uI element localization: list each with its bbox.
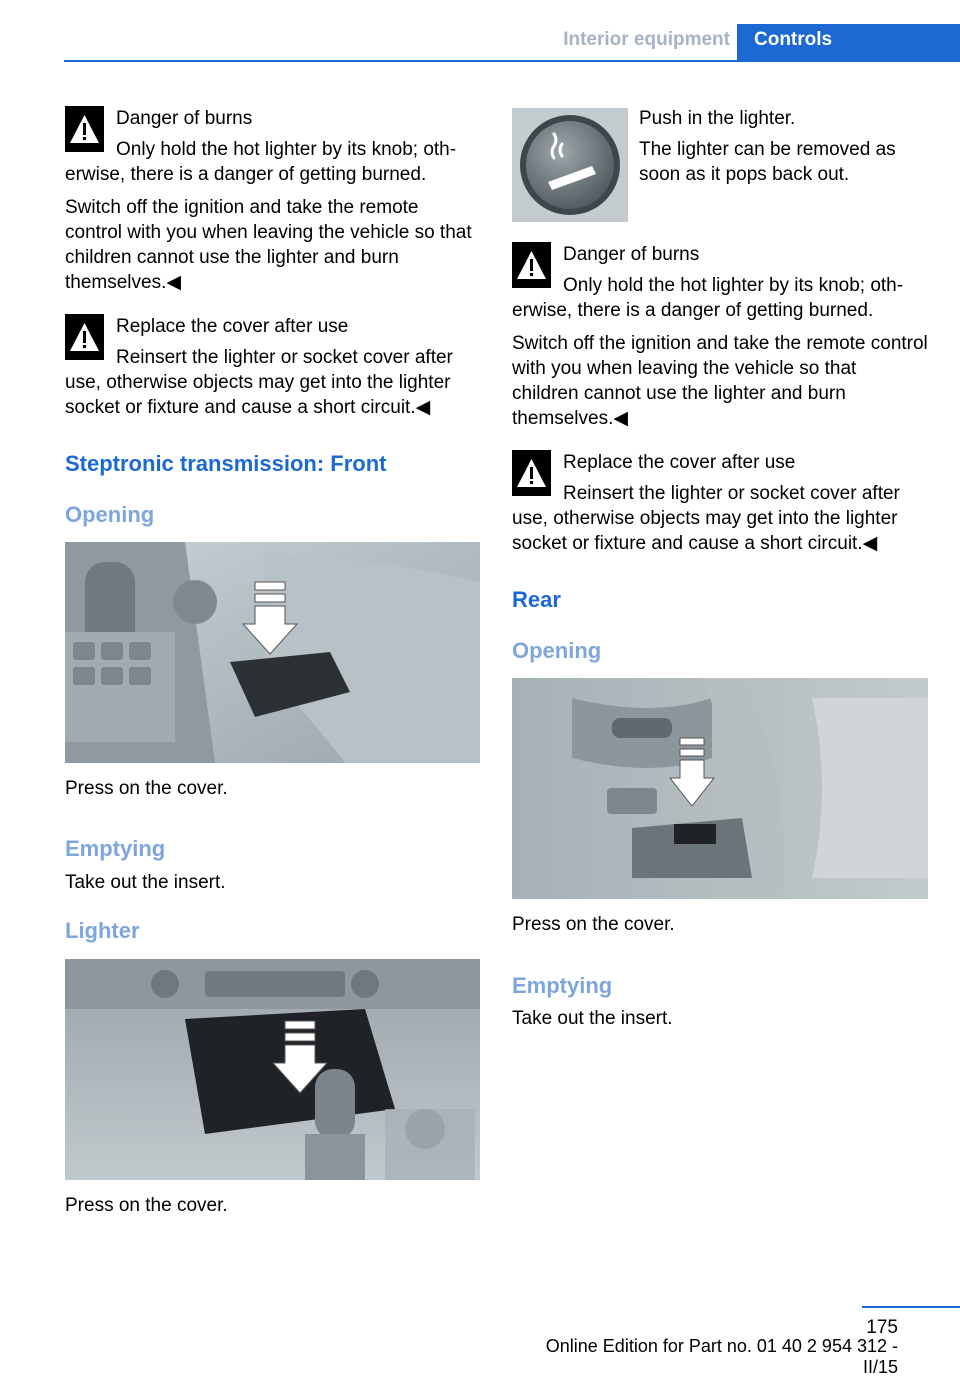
- header-section-label: Interior equipment: [563, 29, 730, 50]
- heading-emptying: Emptying: [512, 973, 613, 998]
- heading-emptying: Emptying: [65, 836, 166, 861]
- warning-title: Replace the cover after use: [116, 316, 349, 337]
- caption-press-cover: Press on the cover.: [65, 1195, 228, 1216]
- header-rule: [64, 60, 960, 62]
- push-text: The lighter can be removed as soon as it pops back out.: [639, 139, 896, 185]
- caption-press-cover: Press on the cover.: [65, 778, 228, 799]
- heading-lighter: Lighter: [65, 918, 140, 943]
- warning-text: Reinsert the lighter or socket cover after use, otherwise objects may get into the lighter socket or fixture and cause a short circuit.◀: [512, 483, 900, 554]
- rear-door-opening-illustration: [512, 678, 928, 899]
- warning-text-2: Switch off the ignition and take the remote control with you when leaving the vehicle so that children cannot use the lighter and burn themselves.◀: [512, 333, 928, 429]
- warning-cover: [512, 450, 928, 556]
- warning-burns: [65, 106, 480, 295]
- warning-text: Only hold the hot lighter by its knob; oth‐erwise, there is a danger of getting burned.: [65, 139, 457, 185]
- warning-text: Only hold the hot lighter by its knob; oth‐erwise, there is a danger of getting burned.: [512, 275, 904, 321]
- cigarette-lighter-icon: [512, 108, 628, 222]
- footer-rule: [862, 1306, 960, 1308]
- front-console-opening-illustration: [65, 542, 480, 763]
- heading-opening: Opening: [65, 502, 155, 527]
- warning-title: Danger of burns: [116, 108, 253, 129]
- page-number: 175: [866, 1317, 898, 1338]
- heading-rear: Rear: [512, 587, 561, 612]
- push-title: Push in the lighter.: [639, 108, 796, 129]
- edition-line: Online Edition for Part no. 01 40 2 954 312 - II/15: [545, 1336, 898, 1377]
- warning-title: Danger of burns: [563, 244, 700, 265]
- header-chapter-tab: Controls: [737, 24, 960, 62]
- warning-title: Replace the cover after use: [563, 452, 796, 473]
- push-in-lighter-text: [639, 106, 928, 187]
- warning-text-2: Switch off the ignition and take the remote control with you when leaving the vehicle so that children cannot use the lighter and burn themselves.◀: [65, 197, 472, 293]
- text-take-out-insert: Take out the insert.: [65, 872, 226, 893]
- caption-press-cover: Press on the cover.: [512, 914, 675, 935]
- warning-text: Reinsert the lighter or socket cover after use, otherwise objects may get into the lighter socket or fixture and cause a short circuit.◀: [65, 347, 453, 418]
- heading-opening: Opening: [512, 638, 602, 663]
- lighter-cover-illustration: [65, 959, 480, 1180]
- warning-burns: [512, 242, 928, 431]
- text-take-out-insert: Take out the insert.: [512, 1008, 673, 1029]
- warning-cover: [65, 314, 480, 420]
- heading-front: Steptronic transmission: Front: [65, 451, 387, 476]
